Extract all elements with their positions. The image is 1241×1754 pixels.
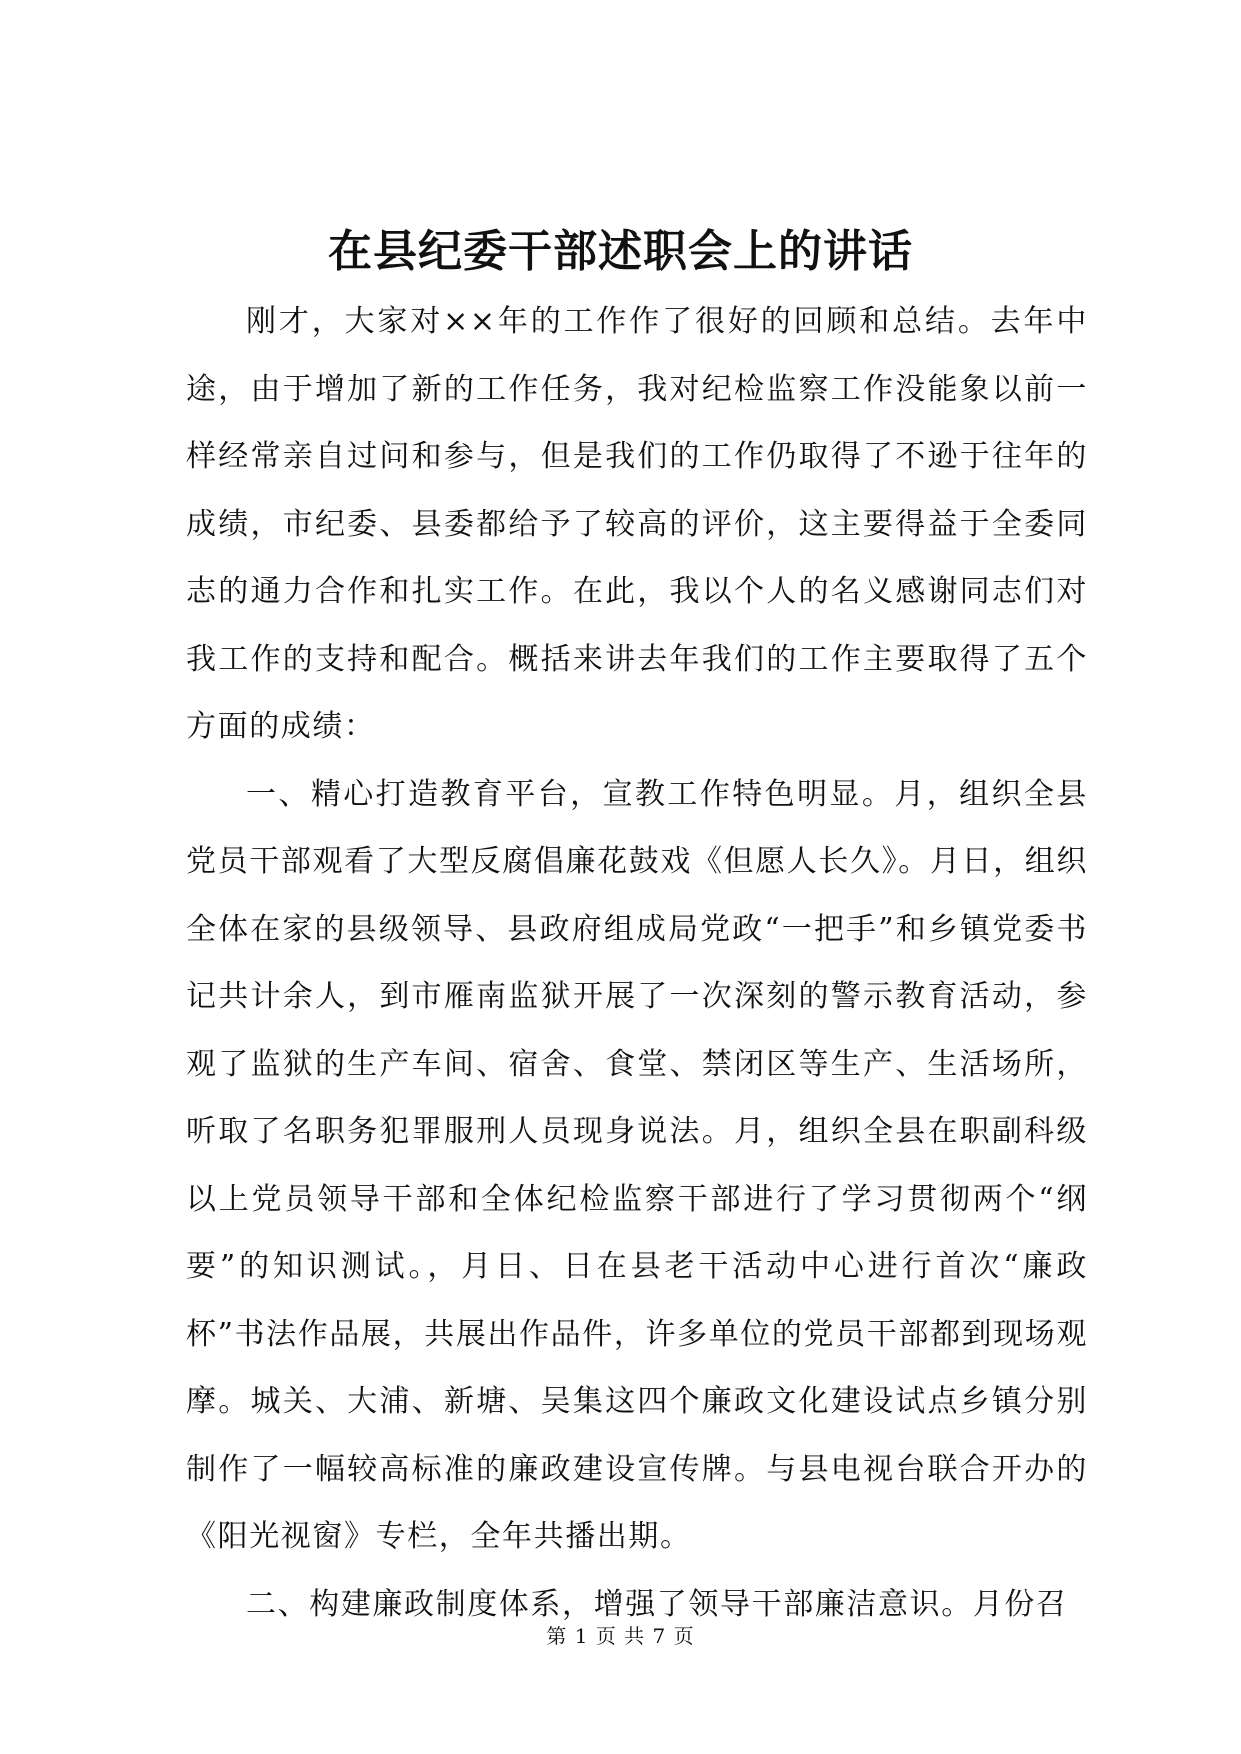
- document-body: [186, 288, 1088, 1638]
- document-title: 在县纪委干部述职会上的讲话: [328, 226, 913, 277]
- paragraph-section-two: 二、构建廉政制度体系，增强了领导干部廉洁意识。月份召: [246, 1586, 1068, 1622]
- paragraph-intro: 刚才，大家对××年的工作作了很好的回顾和总结。去年中途，由于增加了新的工作任务，我对纪检监察工作没能象以前一样经常亲自过问和参与，但是我们的工作仍取得了不逊于往年的成绩，市纪委、县委都给予了较高的评价，这主要得益于全委同志的通力合作和扎实工作。在此，我以个人的名义感谢同志们对我工作的支持和配合。概括来讲去年我们的工作主要取得了五个方面的成绩：: [186, 304, 1088, 744]
- page-footer: 第 1 页 共 7 页: [546, 1624, 695, 1648]
- paragraph-section-one: 一、精心打造教育平台，宣教工作特色明显。月，组织全县党员干部观看了大型反腐倡廉花鼓戏《但愿人长久》。月日，组织全体在家的县级领导、县政府组成局党政“一把手”和乡镇党委书记共计余人，到市雁南监狱开展了一次深刻的警示教育活动，参观了监狱的生产车间、宿舍、食堂、禁闭区等生产、生活场所，听取了名职务犯罪服刑人员现身说法。月，组织全县在职副科级以上党员领导干部和全体纪检监察干部进行了学习贯彻两个“纲要”的知识测试。，月日、日在县老干活动中心进行首次“廉政杯”书法作品展，共展出作品件，许多单位的党员干部都到现场观摩。城关、大浦、新塘、吴集这四个廉政文化建设试点乡镇分别制作了一幅较高标准的廉政建设宣传牌。与县电视台联合开办的《阳光视窗》专栏，全年共播出期。: [186, 776, 1088, 1554]
